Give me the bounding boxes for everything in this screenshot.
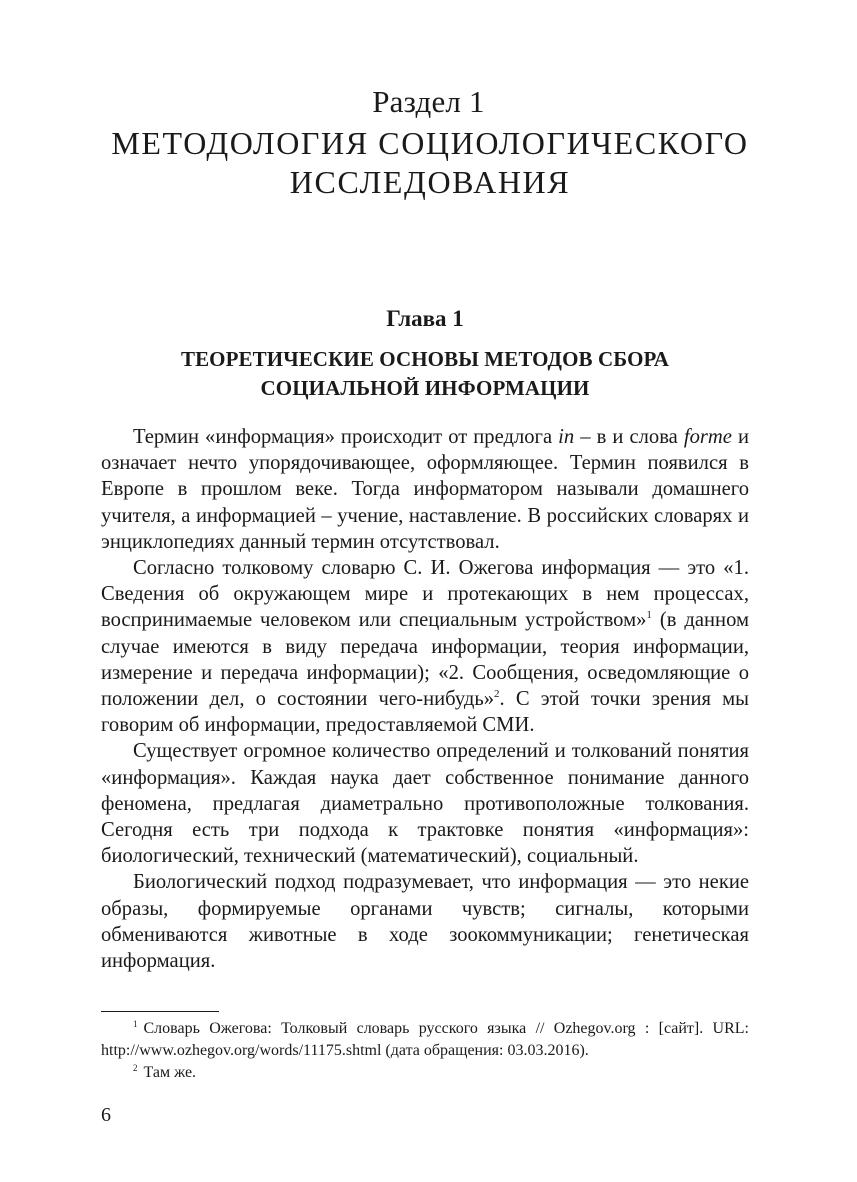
footnote-text: Словарь Ожегова: Толковый словарь русского языка // Ozhegov.org : [сайт]. URL: http://www.ozhegov.org/words/11175.shtml (дата обращения: 03.03.2016). — [101, 1020, 749, 1059]
term-in: in — [558, 426, 575, 448]
paragraph-4: Биологический подход подразумевает, что информация — это некие образы, формируемые органами чувств; сигналы, которыми обмениваются животные в ходе зоокоммуникации; генетическая информация. — [101, 871, 749, 973]
footnote-ref-1[interactable]: 1 — [646, 609, 652, 622]
paragraph-1-text: – в и слова — [574, 426, 684, 448]
footnote-text: Там же. — [143, 1064, 197, 1081]
footnote-divider — [101, 1011, 219, 1012]
paragraph-2 — [101, 555, 749, 738]
chapter-title: ТЕОРЕТИЧЕСКИЕ ОСНОВЫ МЕТОДОВ СБОРА СОЦИАЛЬНОЙ ИНФОРМАЦИИ — [180, 347, 670, 400]
footnote-marker: 1 — [133, 1018, 138, 1029]
paragraph-2-text: . С этой точки зрения мы говорим об информации, предоставляемой СМИ. — [101, 688, 750, 737]
footnote-marker: 2 — [133, 1062, 138, 1073]
body-text — [101, 424, 749, 974]
footnote-ref-2[interactable]: 2 — [494, 688, 500, 701]
paragraph-2-text: (в данном случае имеются в виду передача информации, теория информации, измерение и передача информации); «2. Сообщения, осведомляющие о положении дел, о состоянии чего-нибудь» — [101, 609, 750, 711]
paragraph-1 — [101, 424, 749, 555]
footnote-1 — [101, 1018, 749, 1062]
term-forme: forme — [683, 426, 732, 448]
footnotes — [101, 1018, 749, 1084]
section-label: Раздел 1 — [372, 84, 485, 119]
paragraph-1-text: Термин «информация» происходит от предлога — [133, 426, 559, 448]
paragraph-2-text: Согласно толковому словарю С. И. Ожегова информация — это «1. Сведения об окружающем мире и протекающих в нем процессах, воспринимаемые человеком или специальным устройством» — [101, 557, 749, 632]
chapter-label: Глава 1 — [386, 306, 464, 331]
paragraph-1-text: и означает нечто упорядочивающее, оформляющее. Термин появился в Европе в прошлом веке. Тогда информатором называли домашнего учителя, а информацией – учение, наставление. В российских словарях и энциклопедиях данный термин отсутствовал. — [101, 426, 749, 553]
section-title: МЕТОДОЛОГИЯ СОЦИОЛОГИЧЕСКОГО ИССЛЕДОВАНИЯ — [111, 125, 749, 200]
paragraph-3: Существует огромное количество определений и толкований понятия «информация». Каждая наука дает собственное понимание данного феномена, предлагая диаметрально противоположные толкования. Сегодня есть три подхода к трактовке понятия «информация»: биологический, технический (математический), социальный. — [101, 740, 749, 868]
footnote-2 — [101, 1062, 749, 1084]
page-number: 6 — [101, 1104, 111, 1126]
